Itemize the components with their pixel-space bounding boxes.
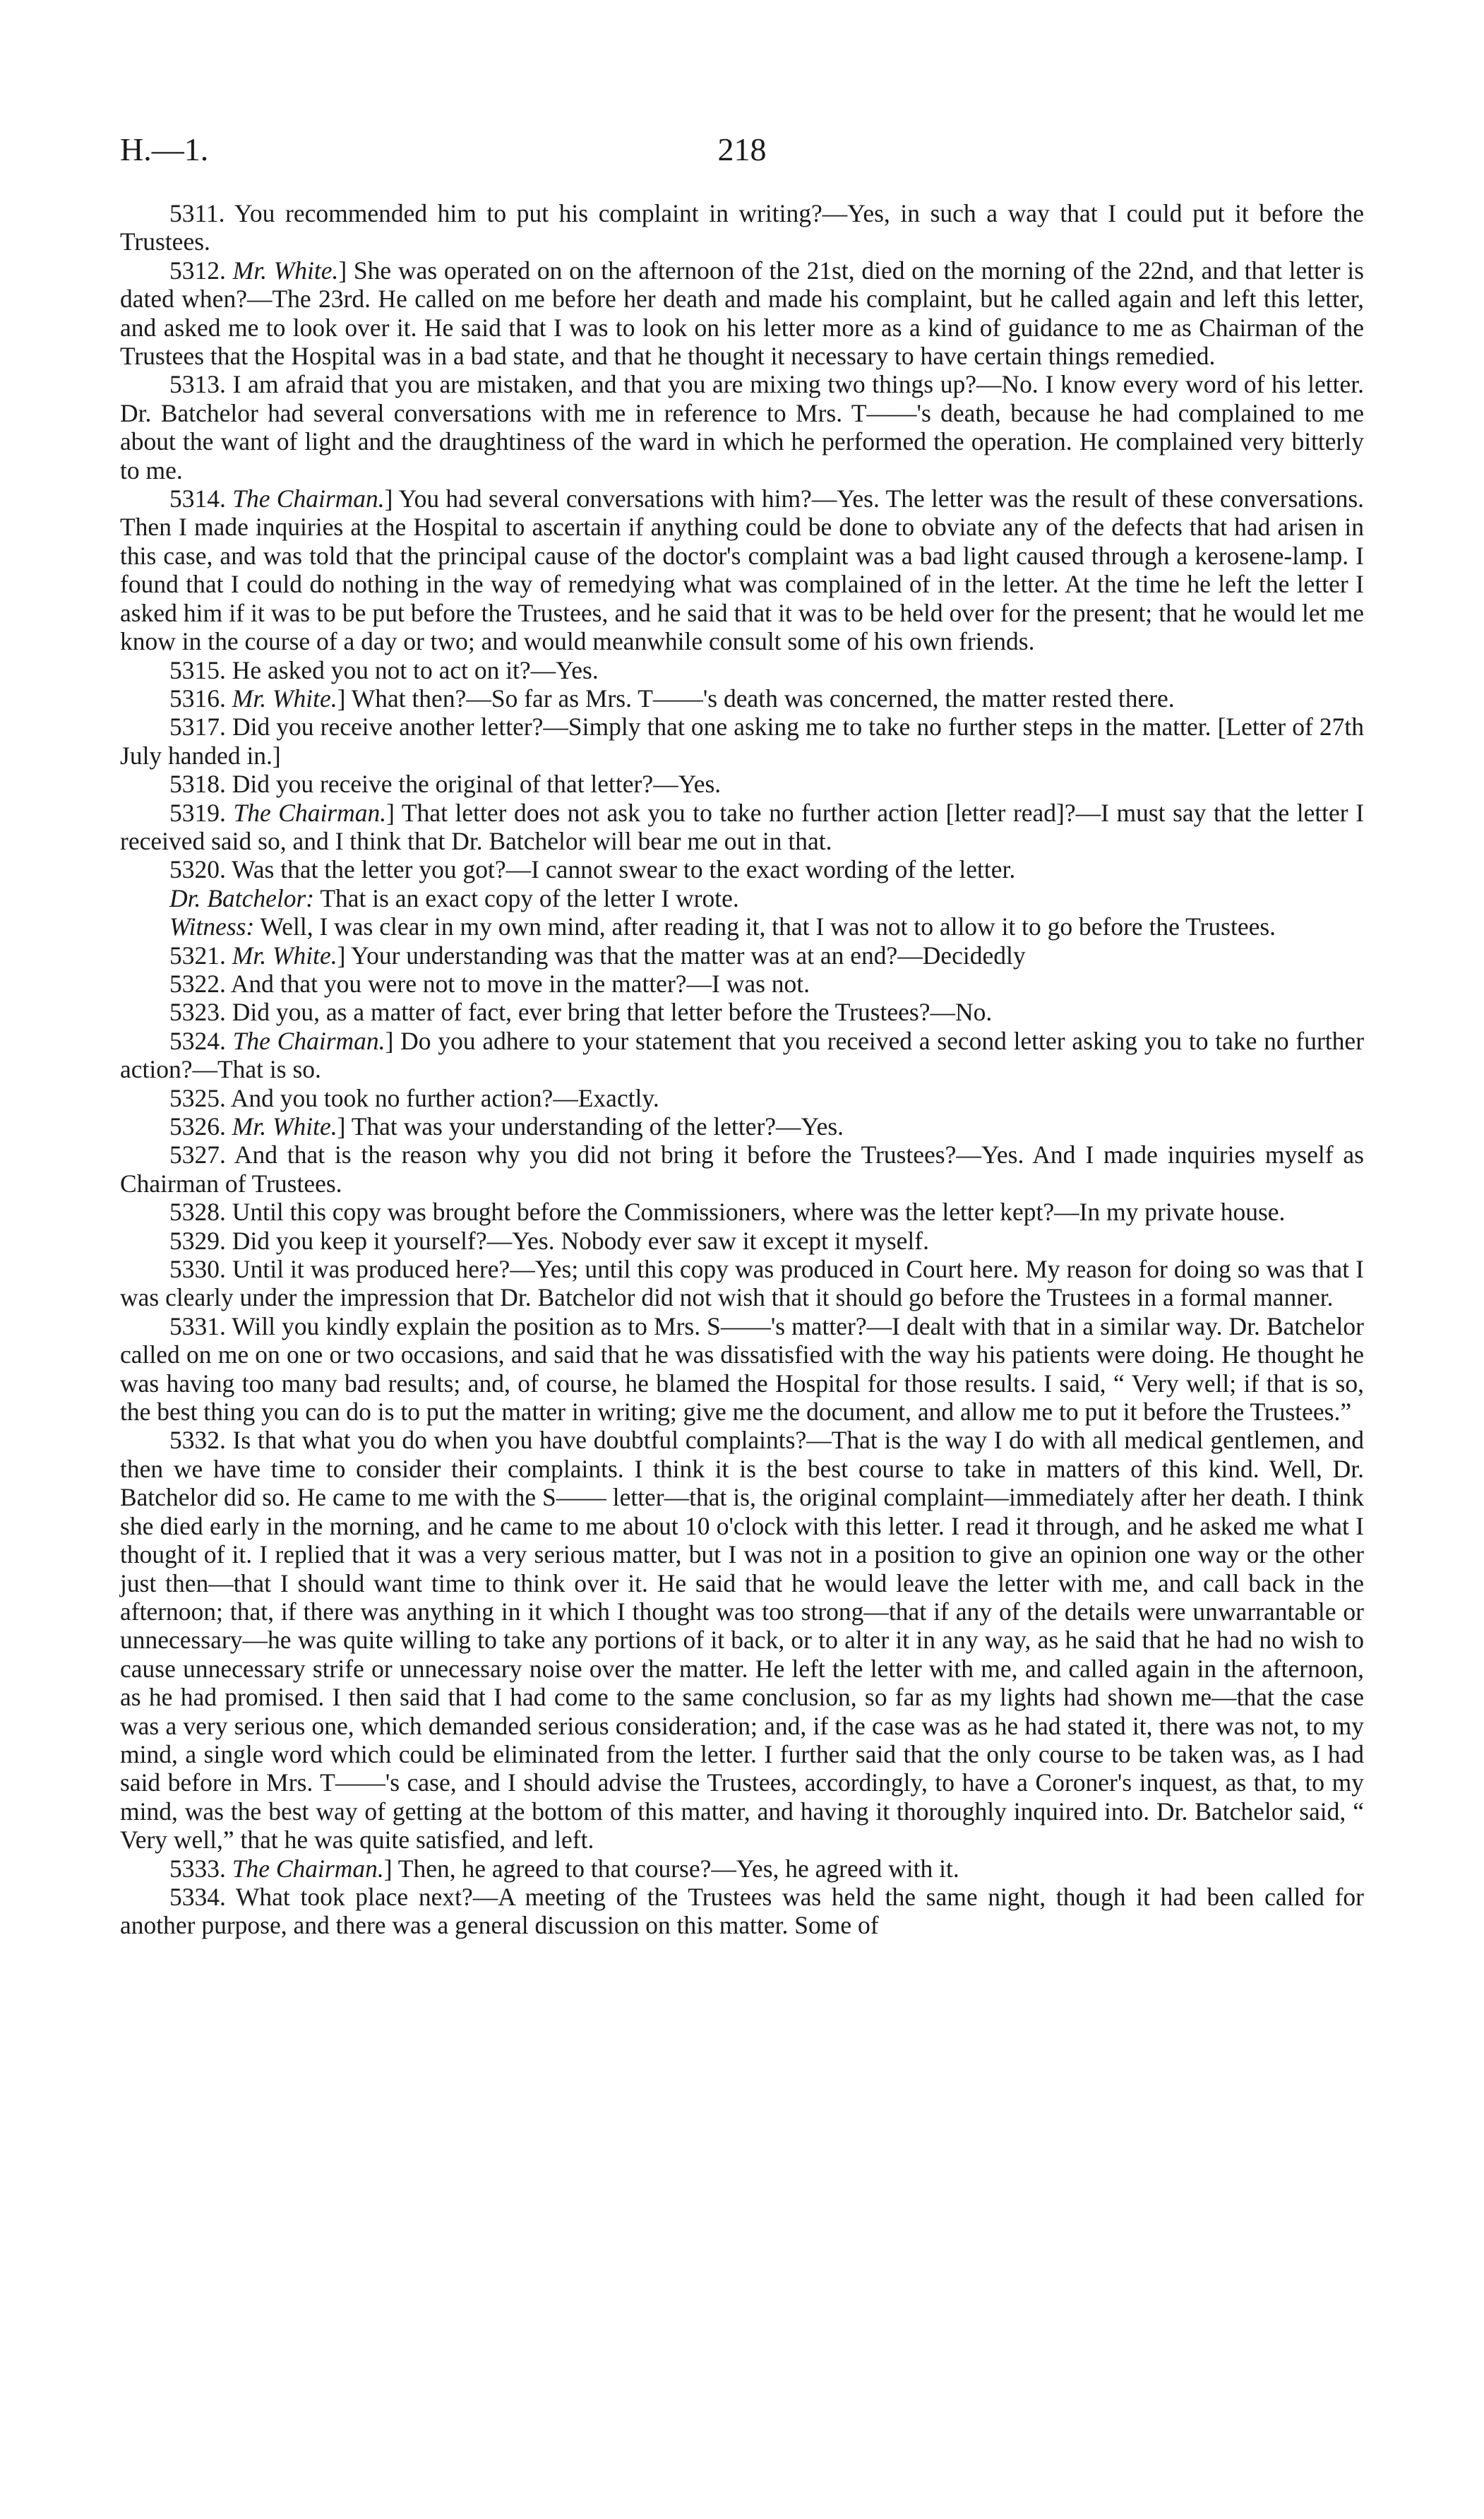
paragraph-text: 5311. You recommended him to put his complaint in writing?—Yes, in such a way that I could put it before the Trustees. — [120, 199, 1364, 256]
question-number: 5326. — [169, 1112, 232, 1141]
question-number: 5312. — [169, 256, 233, 285]
speaker-label: The Chairman. — [232, 484, 385, 513]
speaker-label: Mr. White. — [232, 256, 339, 285]
speaker-label: The Chairman. — [232, 1854, 384, 1883]
paragraph-5324 — [120, 1027, 1364, 1084]
paragraph-text: 5318. Did you receive the original of that letter?—Yes. — [169, 770, 722, 799]
paragraph-dr-batchelor — [120, 884, 1364, 912]
paragraph-text: 5334. What took place next?—A meeting of the Trustees was held the same night, though it had been called for another purpose, and there was a general discussion on this matter. Some of — [120, 1882, 1364, 1940]
paragraph-5318 — [120, 770, 1364, 798]
speaker-label: Witness: — [169, 912, 255, 941]
question-number: 5333. — [169, 1854, 232, 1883]
paragraph-5316 — [120, 684, 1364, 713]
speaker-label: The Chairman. — [233, 798, 387, 827]
paragraph-text: 5323. Did you, as a matter of fact, ever bring that letter before the Trustees?—No. — [169, 998, 993, 1027]
paragraph-text: 5315. He asked you not to act on it?—Yes. — [169, 655, 599, 684]
paragraph-5320 — [120, 855, 1364, 883]
paragraph-text: ] What then?—So far as Mrs. T——'s death was concerned, the matter rested there. — [337, 684, 1175, 713]
paragraph-5325 — [120, 1084, 1364, 1112]
paragraph-5330 — [120, 1255, 1364, 1312]
paragraph-5317 — [120, 713, 1364, 770]
question-number: 5324. — [169, 1026, 233, 1055]
paragraph-text: 5330. Until it was produced here?—Yes; until this copy was produced in Court here. My reason for doing so was that I was clearly under the impression that Dr. Batchelor did not wish that it should go before the Trustees in a formal manner. — [120, 1255, 1364, 1312]
paragraph-text: ] You had several conversations with him?—Yes. The letter was the result of these conversations. Then I made inquiries at the Hospital to ascertain if anything could be done to obviate any of the defects that had arisen in this case, and was told that the principal cause of the doctor's complaint was a bad light caused through a kerosene-lamp. I found that I could do nothing in the way of remedying what was complained of in the letter. At the time he left the letter I asked him if it was to be put before the Trustees, and he said that it was to be held over for the present; that he would let me know in the course of a day or two; and would meanwhile consult some of his own friends. — [120, 484, 1365, 656]
paragraph-5326 — [120, 1112, 1364, 1141]
paragraph-5328 — [120, 1198, 1364, 1226]
paragraph-witness — [120, 912, 1364, 941]
paragraph-text: Well, I was clear in my own mind, after reading it, that I was not to allow it to go before the Trustees. — [254, 912, 1276, 941]
paragraph-5327 — [120, 1141, 1364, 1198]
paragraph-5331 — [120, 1312, 1364, 1427]
paragraph-5315 — [120, 656, 1364, 684]
paragraph-5329 — [120, 1227, 1364, 1255]
paragraph-5319 — [120, 799, 1364, 856]
question-number: 5319. — [169, 798, 234, 827]
paragraph-5312 — [120, 256, 1364, 371]
document-id: H.—1. — [120, 131, 209, 167]
paragraph-text: 5322. And that you were not to move in the matter?—I was not. — [169, 969, 810, 998]
paragraph-text: ] That was your understanding of the letter?—Yes. — [337, 1112, 844, 1141]
paragraph-text: ] That letter does not ask you to take no further action [letter read]?—I must say that the letter I received said so, and I think that Dr. Batchelor will bear me out in that. — [120, 798, 1365, 855]
paragraph-text: ] Do you adhere to your statement that you received a second letter asking you to take no further action?—That is so. — [120, 1026, 1365, 1084]
speaker-label: Dr. Batchelor: — [169, 883, 315, 912]
question-number: 5321. — [169, 941, 232, 970]
paragraph-5311 — [120, 199, 1364, 256]
page-number: 218 — [717, 131, 767, 167]
paragraph-5323 — [120, 998, 1364, 1026]
question-number: 5316. — [169, 684, 232, 713]
document-body — [120, 199, 1364, 1940]
paragraph-text: 5320. Was that the letter you got?—I cannot swear to the exact wording of the letter. — [169, 855, 1016, 884]
paragraph-5333 — [120, 1854, 1364, 1883]
paragraph-text: 5317. Did you receive another letter?—Simply that one asking me to take no further steps in the matter. [Letter of 27th July handed in.] — [120, 713, 1364, 770]
paragraph-5321 — [120, 941, 1364, 970]
paragraph-5334 — [120, 1883, 1364, 1940]
page-header — [120, 131, 1364, 180]
speaker-label: The Chairman. — [232, 1026, 385, 1055]
speaker-label: Mr. White. — [232, 684, 337, 713]
paragraph-5322 — [120, 970, 1364, 998]
paragraph-text: 5313. I am afraid that you are mistaken, and that you are mixing two things up?—No. I know every word of his letter. Dr. Batchelor had several conversations with me in reference to Mrs. T——'s death, because he had complained to me about the want of light and the draughtiness of the ward in which he performed the operation. He complained very bitterly to me. — [120, 370, 1364, 484]
paragraph-text: ] She was operated on on the afternoon of the 21st, died on the morning of the 22nd, and that letter is dated when?—The 23rd. He called on me before her death and made his complaint, but he called again and left this letter, and asked me to look over it. He said that I was to look on his letter more as a kind of guidance to me as Chairman of the Trustees that the Hospital was in a bad state, and that he thought it necessary to have certain things remedied. — [120, 256, 1364, 371]
paragraph-text: 5332. Is that what you do when you have doubtful complaints?—That is the way I do with all medical gentlemen, and then we have time to consider their complaints. I think it is the best course to take in matters of this kind. Well, Dr. Batchelor did so. He came to me with the S—— letter—that is, the original complaint—immediately after her death. I think she died early in the morning, and he came to me about 10 o'clock with this letter. I read it through, and he asked me what I thought of it. I replied that it was a very serious matter, but I was not in a position to give an opinion one way or the other just then—that I should want time to think over it. He said that he would leave the letter with me, and call back in the afternoon; that, if there was anything in it which I thought was too strong—that if any of the details were unwarrantable or unnecessary—he was quite willing to take any portions of it back, or to alter it in any way, as he said that he had no wish to cause unnecessary strife or unnecessary noise over the matter. He left the letter with me, and called again in the afternoon, as he had promised. I then said that I had come to the same conclusion, so far as my lights had shown me—that the case was a very serious one, which demanded serious consideration; and, if the case was as he had stated it, there was not, to my mind, a single word which could be eliminated from the letter. I further said that the only course to be taken was, as I had said before in Mrs. T——'s case, and I should advise the Trustees, accordingly, to have a Coroner's inquest, as that, to my mind, was the best way of getting at the bottom of this matter, and having it thoroughly inquired into. Dr. Batchelor said, “ Very well,” that he was quite satisfied, and left. — [120, 1426, 1364, 1854]
paragraph-text: 5328. Until this copy was brought before the Commissioners, where was the letter kept?—In my private house. — [169, 1198, 1286, 1227]
paragraph-text: 5331. Will you kindly explain the position as to Mrs. S——'s matter?—I dealt with that in a similar way. Dr. Batchelor called on me on one or two occasions, and said that he was dissatisfied with the way his patients were doing. He thought he was having too many bad results; and, of course, he blamed the Hospital for those results. I said, “ Very well; if that is so, the best thing you can do is to put the matter in writing; give me the document, and allow me to put it before the Trustees.” — [120, 1311, 1364, 1427]
paragraph-text: That is an exact copy of the letter I wrote. — [314, 883, 739, 912]
paragraph-text: ] Your understanding was that the matter was at an end?—Decidedly — [337, 941, 1026, 970]
paragraph-5313 — [120, 370, 1364, 484]
speaker-label: Mr. White. — [232, 941, 337, 970]
paragraph-text: 5329. Did you keep it yourself?—Yes. Nobody ever saw it except it myself. — [169, 1226, 929, 1255]
paragraph-5332 — [120, 1426, 1364, 1854]
paragraph-text: 5325. And you took no further action?—Exactly. — [169, 1083, 659, 1112]
paragraph-text: 5327. And that is the reason why you did not bring it before the Trustees?—Yes. And I made inquiries myself as Chairman of Trustees. — [120, 1141, 1364, 1198]
question-number: 5314. — [169, 484, 233, 513]
speaker-label: Mr. White. — [232, 1112, 337, 1141]
paragraph-text: ] Then, he agreed to that course?—Yes, he agreed with it. — [383, 1854, 959, 1883]
paragraph-5314 — [120, 484, 1364, 655]
